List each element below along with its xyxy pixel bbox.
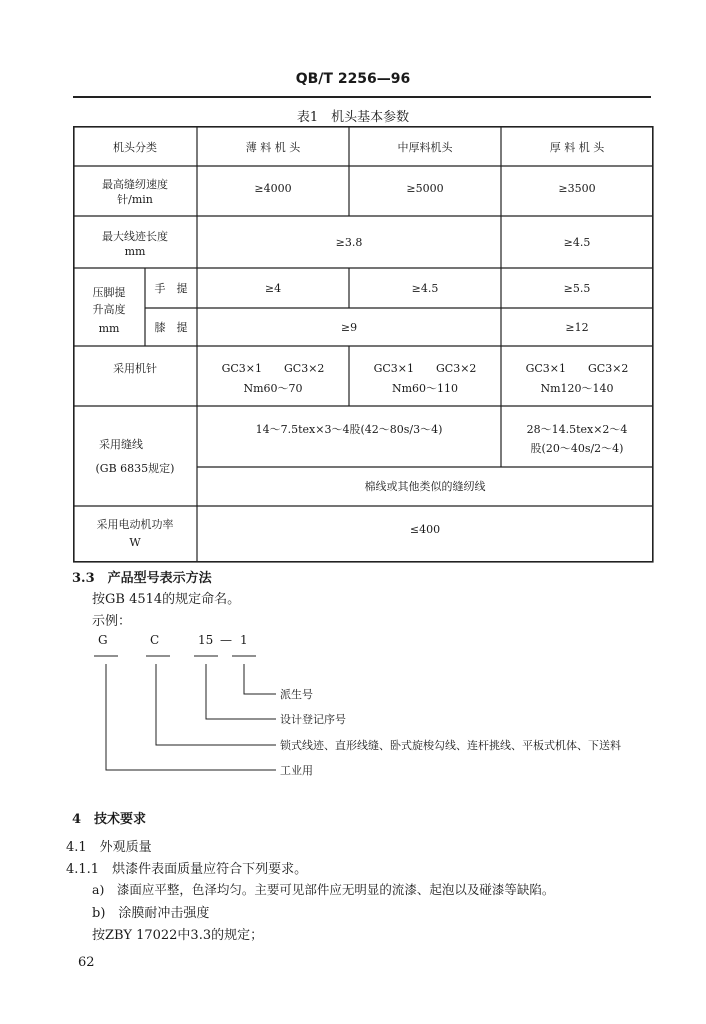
speed-thin: ≥4000	[254, 182, 292, 195]
thread-thick-2: 股(20～40s/2～4)	[530, 442, 624, 455]
power-label: 采用电动机功率	[96, 518, 174, 531]
foot-hand-label: 手 提	[154, 282, 188, 295]
thread-thick-1: 28～14.5tex×2～4	[526, 423, 628, 436]
item-b: b) 涂膜耐冲击强度	[92, 906, 210, 921]
header-thick: 厚 料 机 头	[549, 141, 605, 154]
code-1: 1	[240, 633, 248, 647]
thread-label: 采用缝线	[99, 438, 143, 451]
header-thin: 薄 料 机 头	[245, 141, 301, 154]
stitch-label: 最大线迹长度	[102, 230, 168, 243]
stitch-thin-medium: ≥3.8	[335, 236, 363, 249]
thread-other: 棉线或其他类似的缝纫线	[364, 480, 486, 493]
stitch-unit: mm	[124, 245, 146, 258]
foot-label-2: 升高度	[92, 303, 126, 316]
code-dash: —	[220, 633, 232, 647]
legend-design: 设计登记序号	[280, 713, 346, 726]
foot-knee-thin-medium: ≥9	[340, 321, 358, 334]
section-4-heading: 4 技术要求	[72, 812, 147, 827]
page-number: 62	[78, 955, 95, 970]
section-4-1: 4.1 外观质量	[66, 840, 152, 855]
needle-medium-type: GC3×1 GC3×2	[373, 362, 477, 375]
foot-label-1: 压脚提	[92, 286, 126, 299]
legend-derived: 派生号	[280, 688, 313, 701]
header-medium: 中厚料机头	[397, 141, 453, 154]
item-b-text: 按ZBY 17022中3.3的规定；	[92, 928, 264, 943]
legend-stitch: 锁式线迹、直形线缝、卧式旋梭勾线、连杆挑线、平板式机体、下送料	[280, 739, 621, 752]
needle-thin-size: Nm60～70	[243, 382, 303, 395]
thread-standard: (GB 6835规定)	[95, 462, 175, 475]
power-unit: W	[129, 536, 141, 549]
legend-industrial: 工业用	[280, 764, 313, 777]
document-code: QB/T 2256—96	[295, 71, 411, 87]
code-c: C	[150, 633, 160, 647]
foot-hand-thin: ≥4	[264, 282, 282, 295]
parameters-table	[73, 126, 655, 564]
item-a: a) 漆面应平整，色泽均匀。主要可见部件应无明显的流漆、起泡以及碰漆等缺陷。	[92, 882, 555, 897]
foot-hand-medium: ≥4.5	[411, 282, 439, 295]
section-3-3-heading: 3.3 产品型号表示方法	[72, 571, 212, 586]
foot-knee-label: 膝 提	[154, 321, 188, 334]
code-g: G	[98, 633, 108, 647]
foot-label-3: mm	[98, 322, 120, 335]
code-15: 15	[198, 633, 214, 647]
speed-thick: ≥3500	[558, 182, 596, 195]
speed-unit: 针/min	[117, 193, 153, 206]
needle-label: 采用机针	[113, 362, 157, 375]
table-title: 表1 机头基本参数	[296, 110, 410, 125]
power-value: ≤400	[409, 523, 441, 536]
thread-thin-medium: 14～7.5tex×3～4股(42～80s/3～4)	[255, 423, 443, 436]
speed-medium: ≥5000	[406, 182, 444, 195]
needle-medium-size: Nm60～110	[391, 382, 459, 395]
needle-thick-type: GC3×1 GC3×2	[525, 362, 629, 375]
model-code-diagram	[90, 628, 670, 788]
needle-thin-type: GC3×1 GC3×2	[221, 362, 325, 375]
stitch-thick: ≥4.5	[563, 236, 591, 249]
header-category: 机头分类	[113, 141, 157, 154]
foot-knee-thick: ≥12	[565, 321, 589, 334]
header-rule	[73, 96, 651, 98]
needle-thick-size: Nm120～140	[540, 382, 614, 395]
speed-label: 最高缝纫速度	[102, 178, 168, 191]
section-3-3-text: 按GB 4514的规定命名。	[92, 592, 241, 607]
section-4-1-1: 4.1.1 烘漆件表面质量应符合下列要求。	[66, 862, 308, 877]
foot-hand-thick: ≥5.5	[563, 282, 591, 295]
example-label: 示例：	[92, 614, 132, 629]
